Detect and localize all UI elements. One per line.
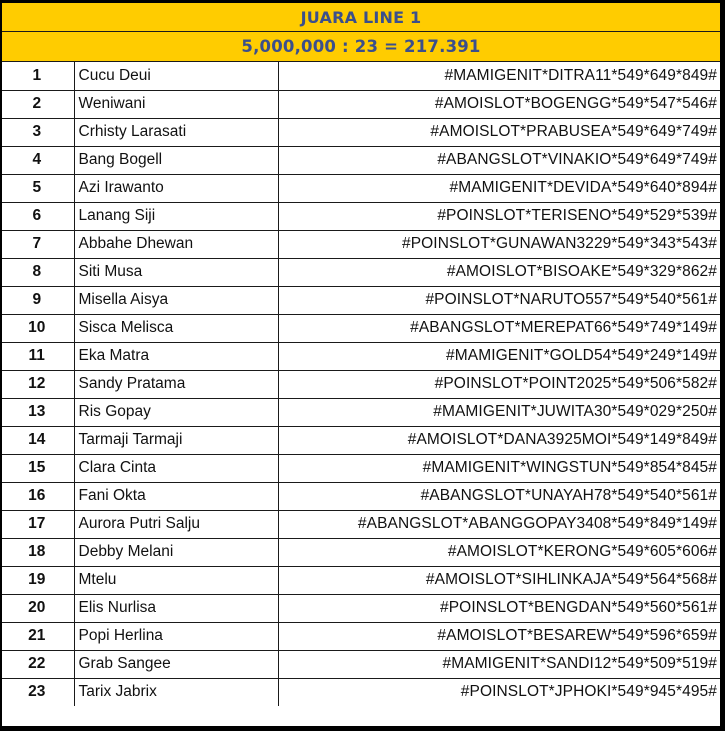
rank-number: 7 [2,230,74,258]
table-row [2,258,720,286]
winner-name: Fani Okta [74,482,278,510]
table-row [2,230,720,258]
table-row [2,370,720,398]
rank-number: 16 [2,482,74,510]
winner-code: #AMOISLOT*PRABUSEA*549*649*749# [278,118,720,146]
winner-code: #ABANGSLOT*UNAYAH78*549*540*561# [278,482,720,510]
table-row [2,482,720,510]
winner-code: #POINSLOT*BENGDAN*549*560*561# [278,594,720,622]
winner-name: Sandy Pratama [74,370,278,398]
rank-number: 10 [2,314,74,342]
winner-code: #POINSLOT*POINT2025*549*506*582# [278,370,720,398]
rank-number: 21 [2,622,74,650]
rank-number: 20 [2,594,74,622]
winner-code: #ABANGSLOT*VINAKIO*549*649*749# [278,146,720,174]
rank-number: 9 [2,286,74,314]
table-row [2,650,720,678]
prize-calculation-banner [2,32,720,62]
winner-name: Ris Gopay [74,398,278,426]
winner-code: #AMOISLOT*BESAREW*549*596*659# [278,622,720,650]
winner-name: Debby Melani [74,538,278,566]
winner-code: #ABANGSLOT*MEREPAT66*549*749*149# [278,314,720,342]
table-row [2,594,720,622]
winner-name: Clara Cinta [74,454,278,482]
winner-code: #POINSLOT*TERISENO*549*529*539# [278,202,720,230]
rank-number: 5 [2,174,74,202]
table-row [2,314,720,342]
winner-code: #POINSLOT*NARUTO557*549*540*561# [278,286,720,314]
table-row [2,62,720,90]
table-row [2,174,720,202]
winner-name: Tarix Jabrix [74,678,278,706]
table-row [2,202,720,230]
rank-number: 14 [2,426,74,454]
rank-number: 13 [2,398,74,426]
rank-number: 17 [2,510,74,538]
winner-code: #POINSLOT*JPHOKI*549*945*495# [460,683,717,701]
winner-code: #AMOISLOT*BISOAKE*549*329*862# [278,258,720,286]
table-row [2,566,720,594]
winner-code: #MAMIGENIT*WINGSTUN*549*854*845# [278,454,720,482]
winner-code: #AMOISLOT*BOGENGG*549*547*546# [278,90,720,118]
winner-name: Sisca Melisca [74,314,278,342]
winner-name: Cucu Deui [74,62,278,90]
table-row [2,118,720,146]
winner-code: #ABANGSLOT*ABANGGOPAY3408*549*849*149# [278,510,720,538]
table-row [2,398,720,426]
rank-number: 12 [2,370,74,398]
rank-number: 3 [2,118,74,146]
table-row [2,538,720,566]
table-row [2,286,720,314]
rank-number: 23 [2,678,74,706]
winner-name: Elis Nurlisa [74,594,278,622]
winner-name: Mtelu [74,566,278,594]
winner-name: Grab Sangee [74,650,278,678]
winner-name: Aurora Putri Salju [74,510,278,538]
rank-number: 19 [2,566,74,594]
page-title: JUARA LINE 1 [300,7,422,27]
winner-code: #MAMIGENIT*GOLD54*549*249*149# [278,342,720,370]
winner-name: Azi Irawanto [74,174,278,202]
winner-name: Abbahe Dhewan [74,230,278,258]
table-row [2,510,720,538]
winner-code: #MAMIGENIT*DITRA11*549*649*849# [278,62,720,90]
title-banner [2,3,720,32]
table-row [2,454,720,482]
rank-number: 8 [2,258,74,286]
winner-name: Eka Matra [74,342,278,370]
winner-name: Lanang Siji [74,202,278,230]
winner-code: #MAMIGENIT*SANDI12*549*509*519# [278,650,720,678]
winner-name: Weniwani [74,90,278,118]
prize-calculation: 5,000,000 : 23 = 217.391 [241,37,481,56]
rank-number: 6 [2,202,74,230]
winner-code: #MAMIGENIT*DEVIDA*549*640*894# [278,174,720,202]
rank-number: 11 [2,342,74,370]
winner-name: Bang Bogell [74,146,278,174]
rank-number: 15 [2,454,74,482]
table-row [2,678,720,706]
winner-name: Misella Aisya [74,286,278,314]
winner-name: Crhisty Larasati [74,118,278,146]
winner-code: #POINSLOT*GUNAWAN3229*549*343*543# [278,230,720,258]
winner-code: #AMOISLOT*SIHLINKAJA*549*564*568# [278,566,720,594]
table-row [2,146,720,174]
rank-number: 22 [2,650,74,678]
table-row [2,622,720,650]
winner-name: Siti Musa [74,258,278,286]
winners-table-body [2,62,720,706]
rank-number: 1 [2,62,74,90]
winner-code: #MAMIGENIT*JUWITA30*549*029*250# [278,398,720,426]
table-row [2,342,720,370]
winner-name: Popi Herlina [74,622,278,650]
rank-number: 18 [2,538,74,566]
winner-code: #AMOISLOT*DANA3925MOI*549*149*849# [278,426,720,454]
rank-number: 4 [2,146,74,174]
winner-code: #AMOISLOT*KERONG*549*605*606# [278,538,720,566]
winners-sheet [2,3,720,726]
table-row [2,426,720,454]
table-row [2,90,720,118]
winner-name: Tarmaji Tarmaji [74,426,278,454]
winners-table [2,62,720,706]
rank-number: 2 [2,90,74,118]
